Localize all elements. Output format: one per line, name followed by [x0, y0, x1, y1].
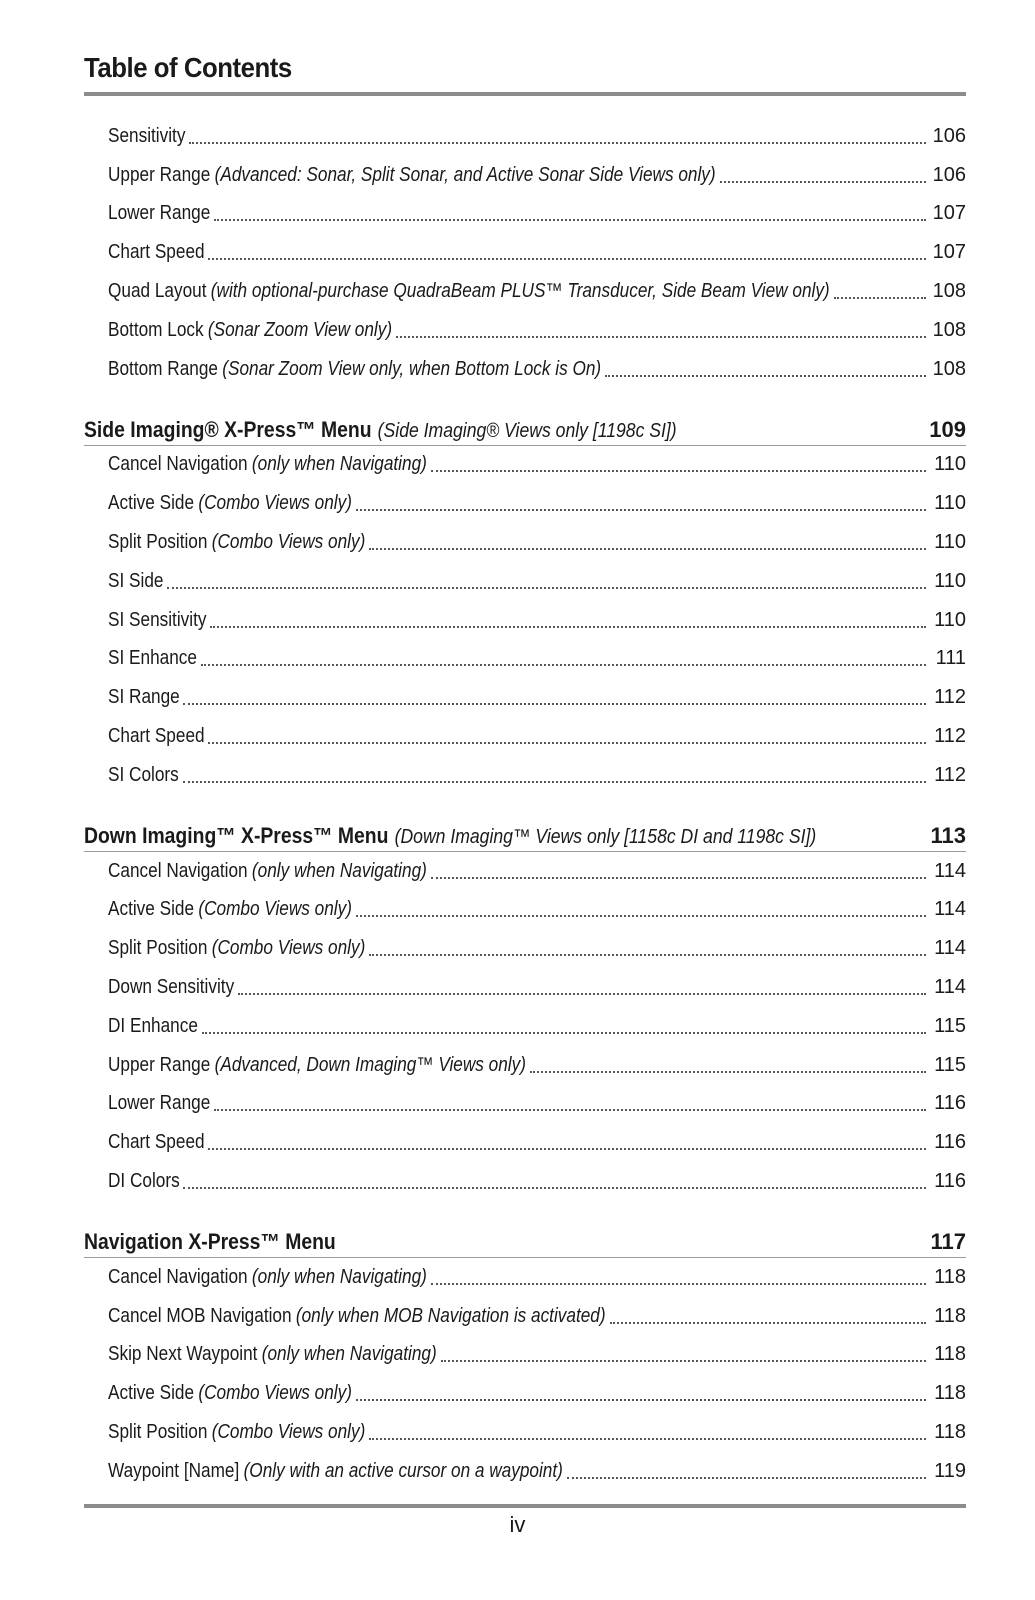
section-page-number: 113: [930, 822, 966, 848]
entry-title: Chart Speed: [108, 241, 205, 264]
toc-entry[interactable]: [84, 350, 966, 389]
dot-leader: [214, 1109, 926, 1111]
toc-section-heading[interactable]: [84, 808, 966, 852]
entry-label: [108, 202, 211, 225]
entry-label: [108, 357, 602, 381]
toc-entry[interactable]: [84, 756, 966, 795]
entry-title: Waypoint [Name]: [108, 1459, 240, 1482]
entry-page-number: 118: [934, 1343, 966, 1366]
entry-note: (Sonar Zoom View only): [207, 318, 393, 341]
dot-leader: [208, 1148, 926, 1150]
entry-page-number: 110: [934, 492, 966, 515]
entry-title: Active Side: [108, 492, 195, 515]
entry-note: (with optional-purchase QuadraBeam PLUS™ Transducer, Side Beam View only): [210, 280, 830, 303]
entry-title: DI Enhance: [108, 1014, 198, 1037]
dot-leader: [189, 142, 926, 144]
toc-entry[interactable]: [84, 311, 966, 350]
toc-entry[interactable]: [84, 1046, 966, 1085]
entry-title: SI Side: [108, 569, 164, 592]
toc-entry[interactable]: [84, 891, 966, 930]
section-note: (Down Imaging™ Views only [1158c DI and 1198c SI]): [394, 825, 817, 848]
dot-leader: [567, 1477, 926, 1479]
dot-leader: [208, 258, 926, 260]
entry-label: [108, 608, 207, 632]
toc-entry[interactable]: [84, 1258, 966, 1297]
entry-label: [108, 686, 180, 709]
dot-leader: [720, 181, 926, 183]
dot-leader: [356, 509, 926, 511]
entry-label: [108, 859, 427, 883]
toc-section-heading[interactable]: [84, 402, 966, 446]
entry-page-number: 108: [932, 318, 966, 341]
entry-note: (Only with an active cursor on a waypoint): [243, 1459, 563, 1482]
entry-title: Split Position: [108, 1421, 208, 1443]
entry-page-number: 107: [932, 241, 966, 264]
entry-note: (Sonar Zoom View only, when Bottom Lock is On): [222, 357, 602, 380]
entry-page-number: 108: [932, 357, 966, 380]
section-title: Down Imaging™ X-Press™ Menu: [84, 822, 389, 848]
entry-title: Cancel Navigation: [108, 453, 248, 476]
entry-title: Split Position: [108, 531, 208, 554]
entry-label: [108, 492, 352, 515]
section-page-number: 109: [929, 416, 966, 442]
toc-entry[interactable]: [84, 195, 966, 234]
section-page-number: 117: [930, 1228, 966, 1254]
toc-entry[interactable]: [84, 1452, 966, 1491]
toc-entry[interactable]: [84, 1007, 966, 1046]
dot-leader: [605, 375, 926, 377]
entry-title: Cancel MOB Navigation: [108, 1304, 292, 1327]
entry-page-number: 110: [934, 453, 966, 476]
toc-entry[interactable]: [84, 1297, 966, 1336]
dot-leader: [369, 1438, 926, 1440]
entry-page-number: 118: [934, 1382, 966, 1405]
entry-title: Active Side: [108, 1382, 195, 1405]
entry-title: Split Position: [108, 937, 208, 960]
dot-leader: [238, 993, 926, 995]
entry-page-number: 110: [934, 531, 966, 554]
dot-leader: [183, 1187, 926, 1189]
entry-label: [108, 1092, 211, 1115]
dot-leader: [431, 470, 926, 472]
toc-entry[interactable]: [84, 484, 966, 523]
entry-label: [108, 1304, 606, 1328]
entry-page-number: 116: [934, 1131, 966, 1154]
entry-label: [108, 1170, 180, 1193]
footer-rule: [84, 1504, 966, 1508]
entry-label: [108, 1343, 437, 1366]
entry-page-number: 112: [934, 686, 966, 709]
entry-page-number: 118: [934, 1304, 966, 1327]
entry-label: [108, 1382, 352, 1405]
section-note: (Side Imaging® Views only [1198c SI]): [377, 419, 677, 442]
entry-title: Upper Range: [108, 163, 211, 186]
dot-leader: [202, 1032, 926, 1034]
entry-note: (Combo Views only): [198, 492, 352, 515]
dot-leader: [183, 703, 926, 705]
toc-entry[interactable]: [84, 156, 966, 195]
entry-title: DI Colors: [108, 1170, 180, 1193]
entry-label: [108, 647, 197, 670]
dot-leader: [369, 548, 926, 550]
entry-page-number: 118: [934, 1421, 966, 1443]
dot-leader: [214, 219, 926, 221]
dot-leader: [356, 915, 926, 917]
entry-title: Skip Next Waypoint: [108, 1343, 258, 1366]
entry-title: Cancel Navigation: [108, 859, 248, 882]
dot-leader: [441, 1360, 926, 1362]
entry-note: (Advanced, Down Imaging™ Views only): [214, 1053, 526, 1076]
section-text: [84, 417, 677, 443]
entry-title: SI Sensitivity: [108, 608, 207, 631]
entry-title: Cancel Navigation: [108, 1265, 248, 1288]
entry-label: [108, 280, 830, 303]
entry-label: [108, 1014, 198, 1038]
toc-list: [84, 117, 966, 1491]
toc-entry[interactable]: [84, 1162, 966, 1201]
dot-leader: [369, 954, 926, 956]
toc-entry[interactable]: [84, 446, 966, 485]
entry-label: [108, 1265, 427, 1289]
entry-note: (only when Navigating): [261, 1343, 437, 1366]
entry-label: [108, 937, 366, 960]
dot-leader: [431, 1283, 926, 1285]
toc-entry[interactable]: [84, 929, 966, 968]
entry-note: (Combo Views only): [211, 1421, 366, 1443]
entry-title: Chart Speed: [108, 725, 205, 748]
toc-entry[interactable]: [84, 1413, 966, 1452]
entry-page-number: 112: [934, 725, 966, 748]
entry-label: [108, 569, 164, 593]
entry-title: SI Colors: [108, 763, 179, 786]
section-text: [84, 1229, 336, 1255]
toc-entry[interactable]: [84, 233, 966, 272]
entry-page-number: 110: [934, 608, 966, 631]
entry-label: [108, 1131, 205, 1154]
entry-label: [108, 763, 179, 787]
entry-title: Quad Layout: [108, 280, 207, 303]
entry-label: [108, 976, 235, 999]
entry-page-number: 108: [932, 280, 966, 303]
entry-title: Chart Speed: [108, 1131, 205, 1154]
entry-label: [108, 1459, 563, 1483]
entry-title: Upper Range: [108, 1053, 211, 1076]
dot-leader: [208, 742, 926, 744]
toc-entry[interactable]: [84, 678, 966, 717]
entry-page-number: 115: [934, 1053, 966, 1076]
entry-page-number: 111: [935, 647, 966, 670]
entry-title: Sensitivity: [108, 124, 186, 147]
entry-label: [108, 1053, 526, 1077]
entry-title: Down Sensitivity: [108, 976, 235, 999]
page-title: Table of Contents: [84, 52, 292, 83]
dot-leader: [610, 1322, 926, 1324]
toc-entry[interactable]: [84, 601, 966, 640]
entry-note: (only when Navigating): [251, 1265, 427, 1288]
entry-page-number: 118: [934, 1265, 966, 1288]
entry-label: [108, 241, 205, 264]
header-rule: [84, 92, 966, 96]
entry-title: Bottom Lock: [108, 318, 204, 341]
entry-note: (only when Navigating): [251, 453, 427, 476]
dot-leader: [834, 297, 926, 299]
toc-entry[interactable]: [84, 717, 966, 756]
entry-label: [108, 163, 716, 187]
entry-note: (Combo Views only): [211, 937, 366, 960]
toc-entry[interactable]: [84, 117, 966, 156]
entry-page-number: 107: [932, 202, 966, 225]
toc-entry[interactable]: [84, 1085, 966, 1124]
dot-leader: [210, 626, 926, 628]
entry-label: [108, 124, 186, 148]
entry-page-number: 116: [934, 1170, 966, 1193]
dot-leader: [396, 336, 926, 338]
entry-title: SI Range: [108, 686, 180, 709]
section-text: [84, 823, 816, 849]
entry-note: (Combo Views only): [211, 531, 366, 554]
entry-page-number: 116: [934, 1092, 966, 1115]
entry-label: [108, 318, 393, 342]
toc-entry[interactable]: [84, 523, 966, 562]
entry-title: SI Enhance: [108, 647, 197, 670]
entry-title: Bottom Range: [108, 357, 218, 380]
section-title: Navigation X-Press™ Menu: [84, 1228, 336, 1254]
entry-page-number: 106: [932, 163, 966, 186]
toc-entry[interactable]: [84, 272, 966, 311]
toc-entry[interactable]: [84, 1336, 966, 1375]
entry-page-number: 119: [934, 1459, 966, 1482]
toc-entry[interactable]: [84, 562, 966, 601]
toc-entry[interactable]: [84, 1374, 966, 1413]
entry-page-number: 112: [934, 763, 966, 786]
entry-title: Lower Range: [108, 1092, 211, 1115]
entry-page-number: 114: [934, 976, 966, 999]
toc-section-heading[interactable]: [84, 1214, 966, 1258]
entry-note: (only when MOB Navigation is activated): [295, 1304, 606, 1327]
toc-entry[interactable]: [84, 640, 966, 679]
dot-leader: [530, 1071, 926, 1073]
entry-label: [108, 531, 366, 554]
entry-label: [108, 898, 352, 921]
entry-note: (Combo Views only): [198, 898, 352, 921]
entry-note: (Combo Views only): [198, 1382, 352, 1405]
entry-page-number: 106: [932, 124, 966, 147]
toc-entry[interactable]: [84, 852, 966, 891]
entry-label: [108, 453, 427, 476]
entry-title: Active Side: [108, 898, 195, 921]
page-number: iv: [509, 1512, 526, 1537]
entry-page-number: 115: [934, 1014, 966, 1037]
entry-page-number: 110: [934, 569, 966, 592]
dot-leader: [431, 877, 926, 879]
toc-entry[interactable]: [84, 1123, 966, 1162]
dot-leader: [201, 664, 926, 666]
section-title: Side Imaging® X-Press™ Menu: [84, 416, 372, 442]
entry-title: Lower Range: [108, 202, 211, 225]
dot-leader: [356, 1399, 926, 1401]
toc-entry[interactable]: [84, 968, 966, 1007]
entry-note: (Advanced: Sonar, Split Sonar, and Active Sonar Side Views only): [214, 163, 716, 186]
dot-leader: [167, 587, 926, 589]
entry-page-number: 114: [934, 859, 966, 882]
entry-page-number: 114: [934, 898, 966, 921]
entry-label: [108, 725, 205, 748]
entry-label: [108, 1421, 366, 1444]
entry-note: (only when Navigating): [251, 859, 427, 882]
dot-leader: [183, 781, 926, 783]
entry-page-number: 114: [934, 937, 966, 960]
